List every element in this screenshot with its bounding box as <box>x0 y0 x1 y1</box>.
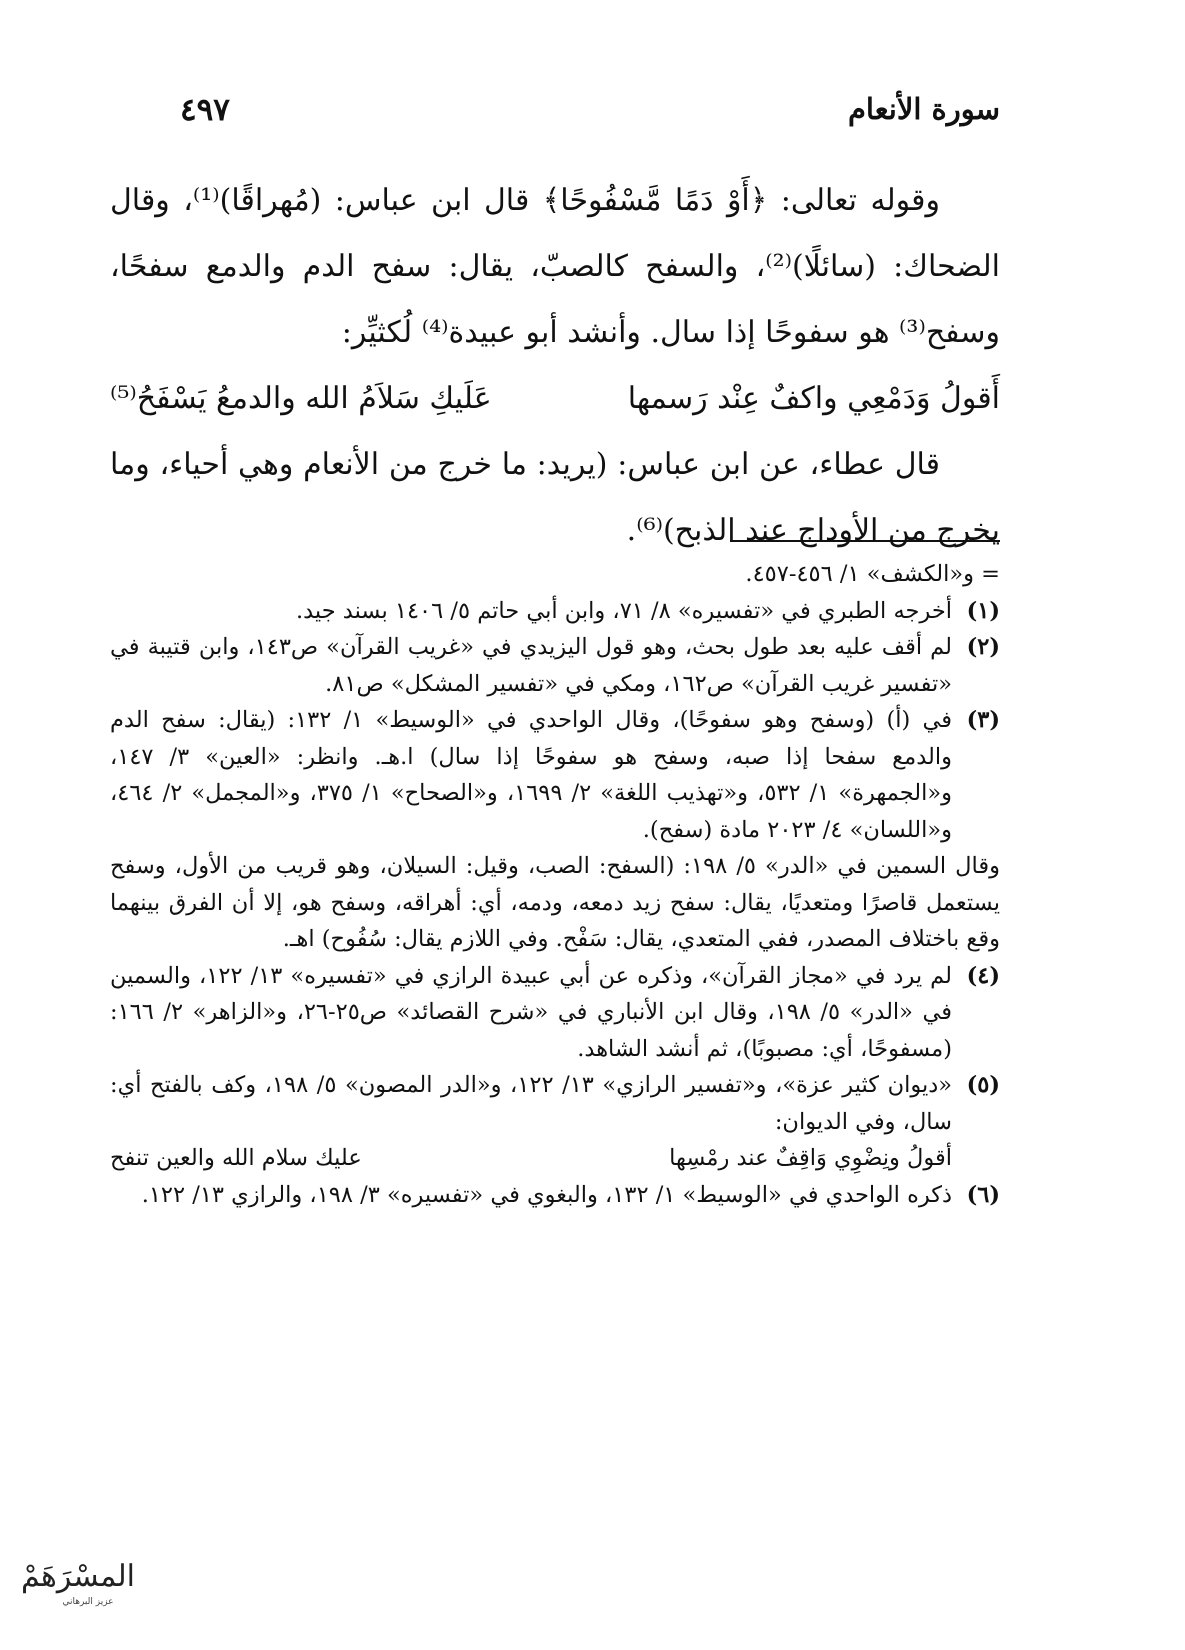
running-header <box>120 92 1000 142</box>
page-number: ٤٩٧ <box>180 92 230 128</box>
footnote-number: (٢) <box>966 634 1000 660</box>
footnote-number: (٥) <box>966 1072 1000 1098</box>
main-text <box>110 168 1000 564</box>
footnotes <box>110 556 1000 1213</box>
verse-first-hemistich: أَقولُ وَدَمْعِي واكفٌ عِنْد رَسمها <box>627 381 1000 416</box>
footnote-2 <box>110 629 1000 702</box>
footnote-4 <box>110 958 1000 1068</box>
footnote-text: لم أقف عليه بعد طول بحث، وهو قول اليزيدي في «غريب القرآن» ص١٤٣، وابن قتيبة في «تفسير غريب القرآن» ص١٦٢، ومكي في «تفسير المشكل» ص٨١. <box>110 634 952 697</box>
footnote-divider <box>730 540 1000 542</box>
publisher-logo <box>18 1550 138 1610</box>
poem-first-hemistich: أقولُ ونِضْوِي وَاقِفٌ عند رمْسِها <box>669 1145 952 1171</box>
paragraph-2: قال عطاء، عن ابن عباس: (يريد: ما خرج من الأنعام وهي أحياء، وما يخرج من الأوداج عند الذبح)⁽⁶⁾. <box>110 447 1000 548</box>
footnote-3 <box>110 702 1000 848</box>
footnote-3-continuation: وقال السمين في «الدر» ٥/ ١٩٨: (السفح: الصب، وقيل: السيلان، وهو قريب من الأول، وسفح يستعمل قاصرًا ومتعديًا، يقال: سفح زيد دمعه، ودمه، أي: أهراقه، وسفح هو، إلا أن الفرق بينهما وقع باختلاف المصدر، ففي المتعدي، يقال: سَفْح. وفي اللازم يقال: سُفُوح) اهـ. <box>110 853 1000 952</box>
logo-subtext: عزيز البرهاني <box>62 1597 114 1607</box>
logo-text: المسْرَهَمْ <box>21 1559 135 1594</box>
footnote-number: (٤) <box>966 962 1000 989</box>
footnote-text: لم يرد في «مجاز القرآن»، وذكره عن أبي عبيدة الرازي في «تفسيره» ١٣/ ١٢٢، والسمين في «الدر» ٥/ ١٩٨، وقال ابن الأنباري في «شرح القصائد» ص٢٥-٢٦، و«الزاهر» ٢/ ١٦٦: (مسفوحًا، أي: مصبوبًا)، ثم أنشد الشاهد. <box>110 962 953 1062</box>
footnote-text: في (أ) (وسفح وهو سفوحًا)، وقال الواحدي في «الوسيط» ١/ ١٣٢: (يقال: سفح الدم والدمع سفحا إذا صبه، وسفح هو سفوحًا إذا سال) ا.هـ. وانظر: «العين» ٣/ ١٤٧، و«الجمهرة» ١/ ٥٣٢، و«تهذيب اللغة» ٢/ ١٦٩٩، و«الصحاح» ١/ ٣٧٥، و«المجمل» ٢/ ٤٦٤، و«اللسان» ٤/ ٢٠٢٣ مادة (سفح). <box>110 707 953 843</box>
footnote-5 <box>110 1067 1000 1140</box>
footnote-number: (٦) <box>966 1181 1000 1208</box>
footnote-number: (١) <box>966 597 1000 624</box>
footnote-1 <box>110 593 1000 630</box>
paragraph-1: وقوله تعالى: ﴿أَوْ دَمًا مَّسْفُوحًا﴾ قال ابن عباس: (مُهراقًا)⁽¹⁾، وقال الضحاك: (سائلًا)⁽²⁾، والسفح كالصبّ، يقال: سفح الدم والدمع سفحًا، وسفح⁽³⁾ هو سفوحًا إذا سال. وأنشد أبو عبيدة⁽⁴⁾ لُكثيِّر: <box>110 183 1000 350</box>
footnote-number: (٣) <box>966 707 1000 733</box>
poem-second-hemistich: عليك سلام الله والعين تنفح <box>110 1145 362 1171</box>
footnote-carryover: = و«الكشف» ١/ ٤٥٦-٤٥٧. <box>745 561 1000 587</box>
footnote-6 <box>110 1177 1000 1214</box>
surah-title: سورة الأنعام <box>847 92 1000 126</box>
footnote-poem <box>110 1140 952 1177</box>
poetry-verse <box>110 366 1000 432</box>
footnote-text: أخرجه الطبري في «تفسيره» ٨/ ٧١، وابن أبي حاتم ٥/ ١٤٠٦ بسند جيد. <box>295 597 952 624</box>
footnote-text: «ديوان كثير عزة»، و«تفسير الرازي» ١٣/ ١٢٢، و«الدر المصون» ٥/ ١٩٨، وكف بالفتح أي: سال، وفي الديوان: <box>110 1072 953 1135</box>
verse-second-hemistich: عَلَيكِ سَلاَمُ الله والدمعُ يَسْفَحُ⁽⁵⁾ <box>110 381 492 416</box>
footnote-text: ذكره الواحدي في «الوسيط» ١/ ١٣٢، والبغوي في «تفسيره» ٣/ ١٩٨، والرازي ١٣/ ١٢٢. <box>141 1181 952 1208</box>
